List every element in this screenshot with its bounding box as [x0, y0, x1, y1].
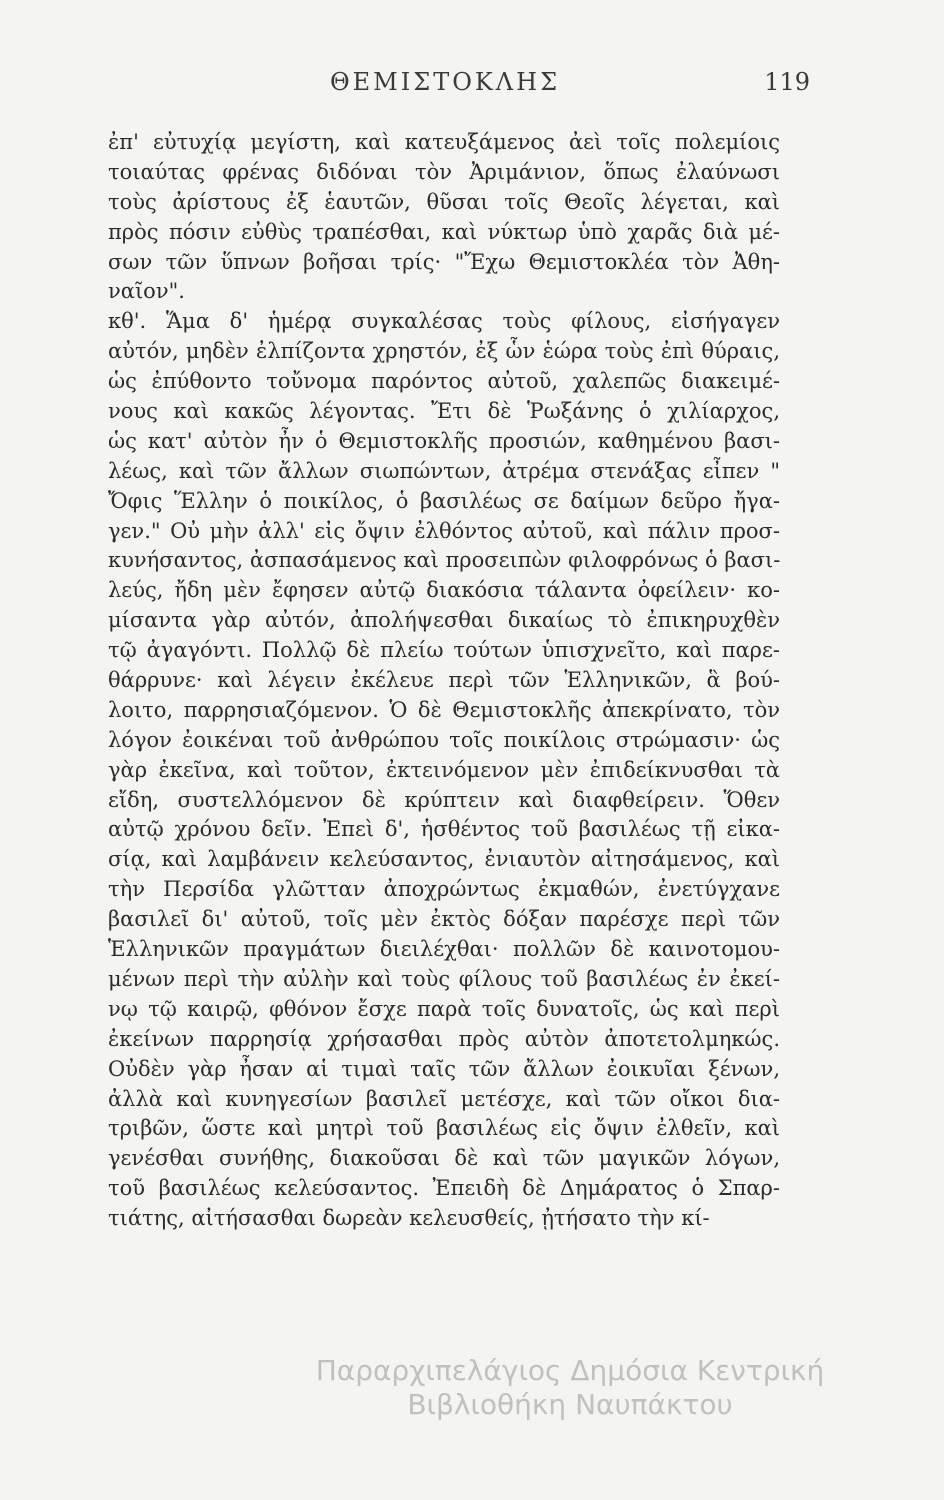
text-line: πρὸς πόσιν εὐθὺς τραπέσθαι, καὶ νύκτωρ ὑπὸ χαρᾶς διὰ μέ- [108, 219, 780, 244]
text-line: ἐπ' εὐτυχίᾳ μεγίστη, καὶ κατευξάμενος ἀεὶ τοῖς πολεμίοις [108, 130, 780, 154]
text-line: μένων περὶ τὴν αὐλὴν καὶ τοὺς φίλους τοῦ βασιλέως ἐν ἐκεί- [108, 966, 780, 991]
watermark-line-2: Βιβλιοθήκη Ναυπάκτου [407, 1388, 733, 1421]
text-line: ὡς ἐπύθοντο τοὔνομα παρόντος αὐτοῦ, χαλεπῶς διακειμέ- [108, 369, 780, 394]
text-line: Ἑλληνικῶν πραγμάτων διειλέχθαι· πολλῶν δὲ καινοτομου- [108, 937, 780, 962]
page-header [100, 62, 810, 102]
text-line: γεν." Οὐ μὴν ἀλλ' εἰς ὄψιν ἐλθόντος αὐτοῦ, καὶ πάλιν προσ- [108, 518, 780, 543]
text-line: λόγον ἐοικέναι τοῦ ἀνθρώπου τοῖς ποικίλοις στρώμασιν· ὡς [108, 727, 780, 752]
text-line: τοὺς ἀρίστους ἐξ ἑαυτῶν, θῦσαι τοῖς Θεοῖς λέγεται, καὶ [108, 189, 780, 214]
text-line: σων τῶν ὕπνων βοῆσαι τρίς· "Ἔχω Θεμιστοκλέα τὸν Ἀθη- [108, 249, 780, 274]
text-line: Ὄφις Ἕλλην ὁ ποικίλος, ὁ βασιλέως σε δαίμων δεῦρο ἤγα- [108, 488, 780, 513]
text-line: τριβῶν, ὥστε καὶ μητρὶ τοῦ βασιλέως εἰς ὄψιν ἐλθεῖν, καὶ [108, 1116, 780, 1141]
text-line: αὐτῷ χρόνου δεῖν. Ἐπεὶ δ', ἡσθέντος τοῦ βασιλέως τῇ εἰκα- [108, 817, 780, 842]
text-line: Οὐδὲν γὰρ ἦσαν αἱ τιμαὶ ταῖς τῶν ἄλλων ἐοικυῖαι ξένων, [108, 1056, 780, 1081]
text-line: σίᾳ, καὶ λαμβάνειν κελεύσαντος, ἐνιαυτὸν αἰτησάμενος, καὶ [108, 847, 780, 872]
text-line: λεύς, ἤδη μὲν ἔφησεν αὐτῷ διακόσια τάλαντα ὀφείλειν· κο- [108, 578, 780, 603]
text-line: τοῦ βασιλέως κελεύσαντος. Ἐπειδὴ δὲ Δημάρατος ὁ Σπαρ- [108, 1176, 780, 1201]
text-line: γενέσθαι συνήθης, διακοῦσαι δὲ καὶ τῶν μαγικῶν λόγων, [108, 1146, 780, 1171]
text-line: λέως, καὶ τῶν ἄλλων σιωπώντων, ἀτρέμα στενάξας εἶπεν " [108, 458, 780, 483]
text-line: τοιαύτας φρένας διδόναι τὸν Ἀριμάνιον, ὅπως ἐλαύνωσι [108, 159, 780, 184]
text-line: αὐτόν, μηδὲν ἐλπίζοντα χρηστόν, ἐξ ὧν ἑώρα τοὺς ἐπὶ θύραις, [108, 339, 780, 364]
text-line: νους καὶ κακῶς λέγοντας. Ἔτι δὲ Ῥωξάνης ὁ χιλίαρχος, [108, 399, 780, 424]
text-line: ἀλλὰ καὶ κυνηγεσίων βασιλεῖ μετέσχε, καὶ τῶν οἴκοι δια- [108, 1086, 780, 1111]
text-line: λοιτο, παρρησιαζόμενον. Ὁ δὲ Θεμιστοκλῆς ἀπεκρίνατο, τὸν [108, 697, 780, 722]
body-text [108, 128, 780, 1234]
text-line: ναῖον". [108, 279, 185, 304]
running-title: ΘΕΜΙΣΤΟΚΛΗΣ [329, 68, 561, 96]
page-number: 119 [764, 68, 810, 96]
text-line: ἐκείνων παρρησίᾳ χρήσασθαι πρὸς αὐτὸν ἀποτετολμηκώς. [108, 1026, 780, 1051]
text-line: κυνήσαντος, ἀσπασάμενος καὶ προσειπὼν φιλοφρόνως ὁ βασι- [108, 548, 780, 573]
text-line: εἴδη, συστελλόμενον δὲ κρύπτειν καὶ διαφθείρειν. Ὅθεν [108, 787, 780, 812]
text-line: ὡς κατ' αὐτὸν ἦν ὁ Θεμιστοκλῆς προσιών, καθημένου βασι- [108, 428, 780, 453]
library-watermark [190, 1354, 944, 1422]
text-line: τὴν Περσίδα γλῶτταν ἀποχρώντως ἐκμαθών, ἐνετύγχανε [108, 877, 780, 902]
text-line: τιάτης, αἰτήσασθαι δωρεὰν κελευσθείς, ᾐτήσατο τὴν κί- [108, 1206, 710, 1231]
text-line: νῳ τῷ καιρῷ, φθόνον ἔσχε παρὰ τοῖς δυνατοῖς, ὡς καὶ περὶ [108, 996, 780, 1021]
text-line: κθ'. Ἅμα δ' ἡμέρᾳ συγκαλέσας τοὺς φίλους, εἰσήγαγεν [108, 309, 780, 334]
text-line: γὰρ ἐκεῖνα, καὶ τοῦτον, ἐκτεινόμενον μὲν ἐπιδείκνυσθαι τὰ [108, 757, 780, 782]
text-line: μίσαντα γὰρ αὐτόν, ἀπολήψεσθαι δικαίως τὸ ἐπικηρυχθὲν [108, 608, 780, 633]
text-line: τῷ ἀγαγόντι. Πολλῷ δὲ πλείω τούτων ὑπισχνεῖτο, καὶ παρε- [108, 638, 780, 663]
watermark-line-1: Παραρχιπελάγιος Δημόσια Κεντρική [315, 1354, 825, 1387]
text-line: βασιλεῖ δι' αὐτοῦ, τοῖς μὲν ἐκτὸς δόξαν παρέσχε περὶ τῶν [108, 907, 780, 932]
text-line: θάρρυνε· καὶ λέγειν ἐκέλευε περὶ τῶν Ἑλληνικῶν, ἃ βού- [108, 668, 780, 693]
